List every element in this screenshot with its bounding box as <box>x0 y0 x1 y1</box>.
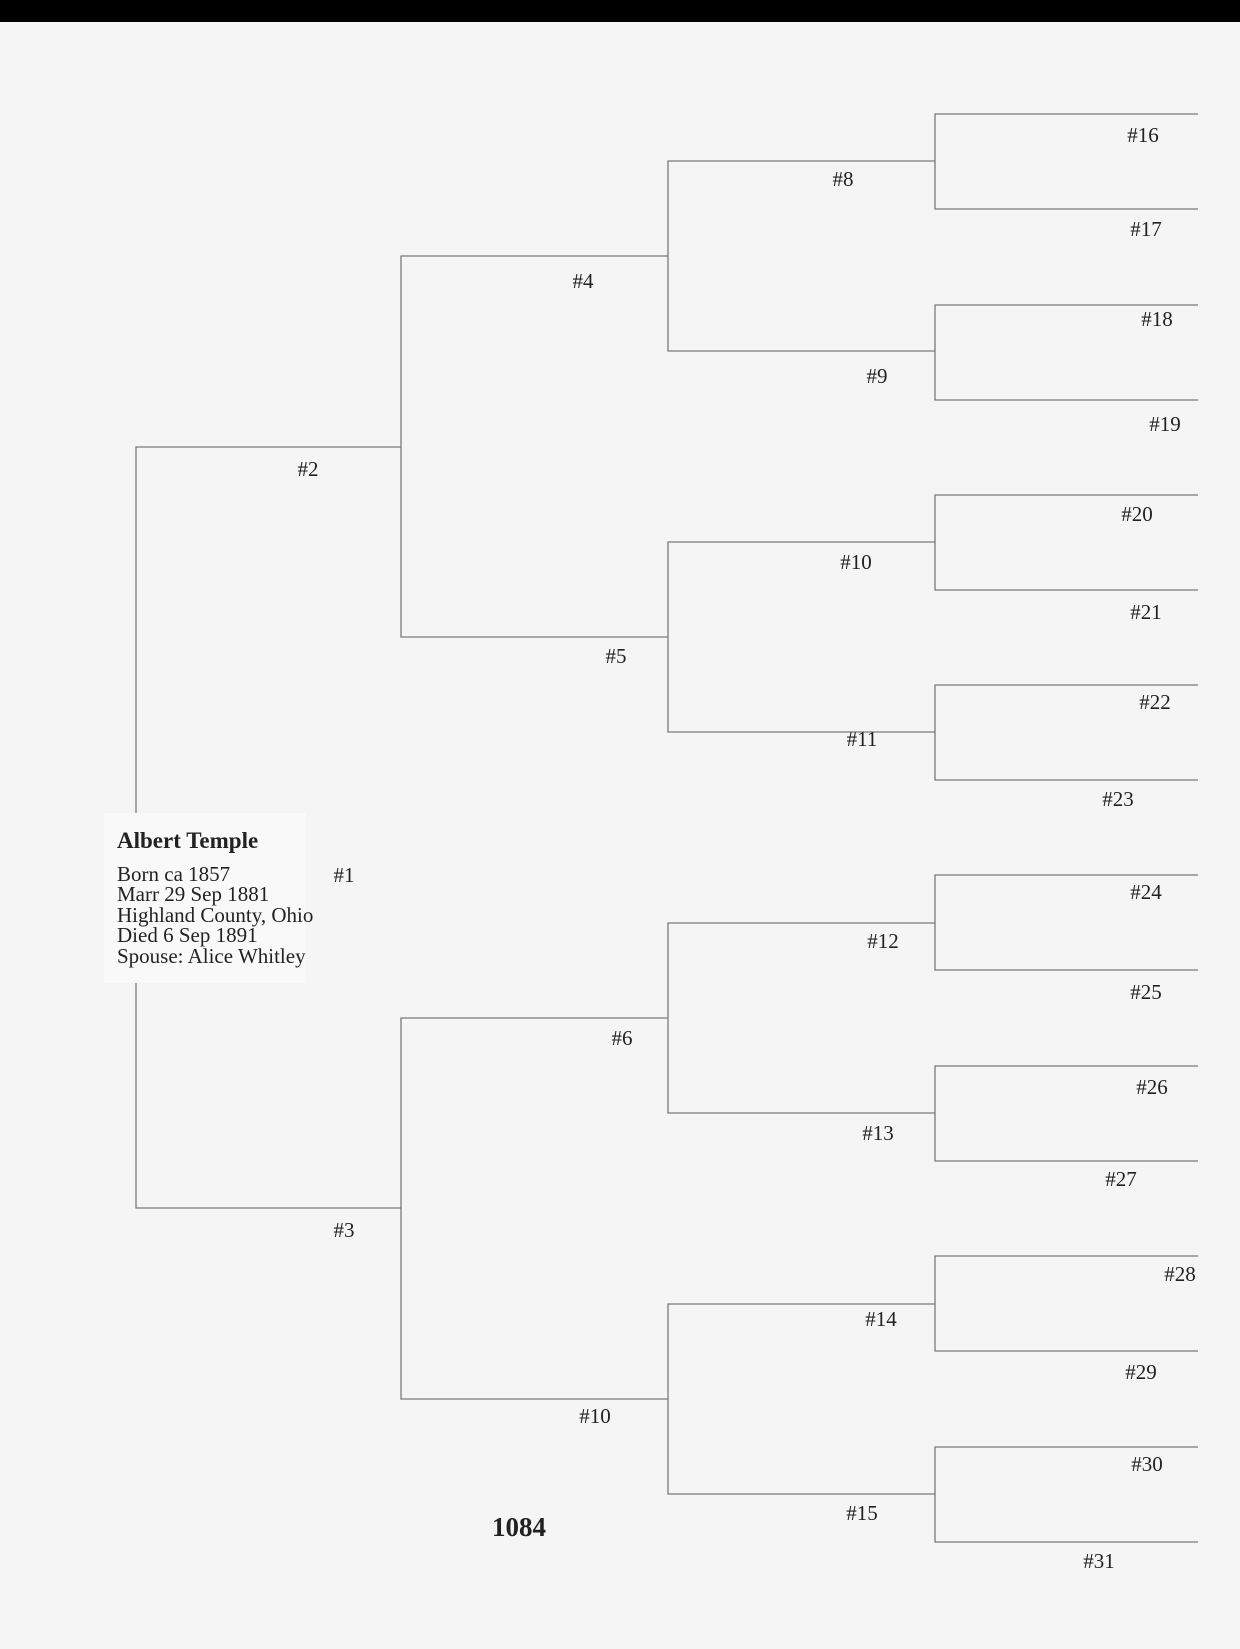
subject-spouse: Spouse: Alice Whitley <box>117 944 306 968</box>
bracket-14 <box>935 1256 1198 1351</box>
bracket-2 <box>401 256 668 637</box>
slot-label-24: #24 <box>1130 880 1162 904</box>
slot-label-22: #22 <box>1139 690 1171 714</box>
subject-death: Died 6 Sep 1891 <box>117 923 258 947</box>
slot-label-21: #21 <box>1130 600 1162 624</box>
bracket-3 <box>401 1018 668 1399</box>
slot-label-5: #5 <box>605 644 627 668</box>
slot-label-31: #31 <box>1083 1549 1115 1573</box>
slot-label-7: #10 <box>579 1404 611 1428</box>
slot-label-26: #26 <box>1136 1075 1168 1099</box>
page-number: 1084 <box>492 1512 546 1542</box>
slot-label-18: #18 <box>1141 307 1173 331</box>
slot-label-11: #11 <box>846 727 878 751</box>
slot-label-1: #1 <box>333 863 355 887</box>
bracket-7 <box>668 1304 935 1494</box>
slot-label-17: #17 <box>1130 217 1162 241</box>
slot-label-13: #13 <box>862 1121 894 1145</box>
subject-name: Albert Temple <box>117 828 259 853</box>
bracket-4 <box>668 161 935 351</box>
slot-label-20: #20 <box>1121 502 1153 526</box>
slot-label-15: #15 <box>846 1501 878 1525</box>
bracket-10 <box>935 495 1198 590</box>
slot-label-10: #10 <box>840 550 872 574</box>
slot-label-4: #4 <box>572 269 594 293</box>
slot-label-29: #29 <box>1125 1360 1157 1384</box>
slot-label-14: #14 <box>865 1307 897 1331</box>
slot-label-23: #23 <box>1102 787 1134 811</box>
slot-label-28: #28 <box>1164 1262 1196 1286</box>
slot-label-2: #2 <box>297 457 319 481</box>
slot-label-3: #3 <box>333 1218 355 1242</box>
subject-birth: Born ca 1857 <box>117 862 231 886</box>
slot-label-16: #16 <box>1127 123 1159 147</box>
slot-label-27: #27 <box>1105 1167 1137 1191</box>
slot-label-25: #25 <box>1130 980 1162 1004</box>
bracket-5 <box>668 542 935 732</box>
subject-marriage: Marr 29 Sep 1881 <box>117 882 270 906</box>
slot-label-6: #6 <box>611 1026 633 1050</box>
slot-label-19: #19 <box>1149 412 1181 436</box>
slot-label-30: #30 <box>1131 1452 1163 1476</box>
slot-label-8: #8 <box>832 167 854 191</box>
subject-marriage-place: Highland County, Ohio <box>117 903 314 927</box>
slot-label-9: #9 <box>866 364 888 388</box>
slot-label-12: #12 <box>867 929 899 953</box>
